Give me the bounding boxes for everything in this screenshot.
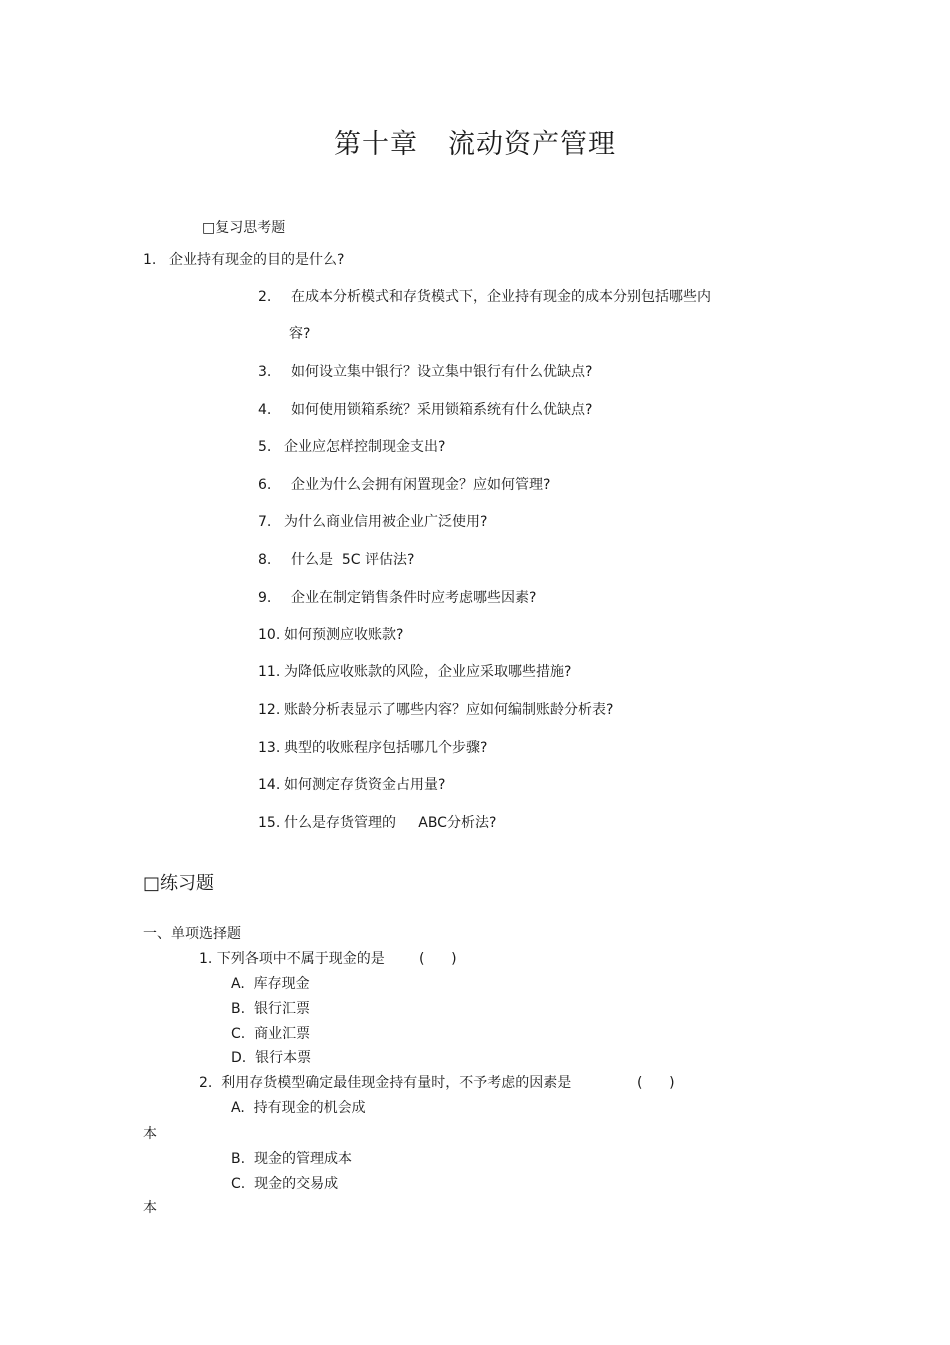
question-8: 8. 什么是 5C 评估法? [258, 552, 415, 568]
question-2-continuation: 容? [289, 326, 311, 342]
section-single-choice: 一、单项选择题 [143, 926, 241, 942]
review-heading: □复习思考题 [202, 220, 286, 236]
q2-option-c-wrap: 本 [143, 1200, 157, 1216]
question-5: 5. 企业应怎样控制现金支出? [258, 439, 446, 455]
question-7: 7. 为什么商业信用被企业广泛使用? [258, 514, 488, 530]
chapter-name: 流动资产管理 [448, 129, 616, 160]
question-6: 6. 企业为什么会拥有闲置现金？应如何管理? [258, 477, 551, 493]
question-4: 4. 如何使用锁箱系统？采用锁箱系统有什么优缺点? [258, 402, 593, 418]
exercises-heading: □练习题 [143, 873, 215, 894]
question-9: 9. 企业在制定销售条件时应考虑哪些因素? [258, 590, 537, 606]
choice-question-1-answer-blank: ( ) [419, 951, 457, 967]
question-12: 12. 账龄分析表显示了哪些内容？应如何编制账龄分析表? [258, 702, 614, 718]
q1-option-d: D. 银行本票 [231, 1050, 312, 1066]
q2-option-a-wrap: 本 [143, 1126, 157, 1142]
choice-question-1-stem: 1. 下列各项中不属于现金的是 [199, 951, 385, 967]
chapter-number: 第十章 [334, 129, 418, 160]
choice-question-2-answer-blank: ( ) [637, 1075, 675, 1091]
question-15: 15. 什么是存货管理的 ABC分析法? [258, 815, 497, 831]
q1-option-b: B. 银行汇票 [231, 1001, 310, 1017]
q2-option-a: A. 持有现金的机会成 [231, 1100, 366, 1116]
question-14: 14. 如何测定存货资金占用量? [258, 777, 446, 793]
page-title [0, 122, 950, 161]
question-10: 10. 如何预测应收账款? [258, 627, 404, 643]
question-3: 3. 如何设立集中银行？设立集中银行有什么优缺点? [258, 364, 593, 380]
question-11: 11. 为降低应收账款的风险，企业应采取哪些措施? [258, 664, 572, 680]
q2-option-b: B. 现金的管理成本 [231, 1151, 352, 1167]
q1-option-a: A. 库存现金 [231, 976, 310, 992]
q2-option-c: C. 现金的交易成 [231, 1176, 339, 1192]
choice-question-2-stem: 2. 利用存货模型确定最佳现金持有量时，不予考虑的因素是 [199, 1075, 572, 1091]
question-13: 13. 典型的收账程序包括哪几个步骤? [258, 740, 488, 756]
question-1: 1. 企业持有现金的目的是什么? [143, 252, 345, 268]
question-2: 2. 在成本分析模式和存货模式下，企业持有现金的成本分别包括哪些内 [258, 289, 711, 305]
q1-option-c: C. 商业汇票 [231, 1026, 311, 1042]
